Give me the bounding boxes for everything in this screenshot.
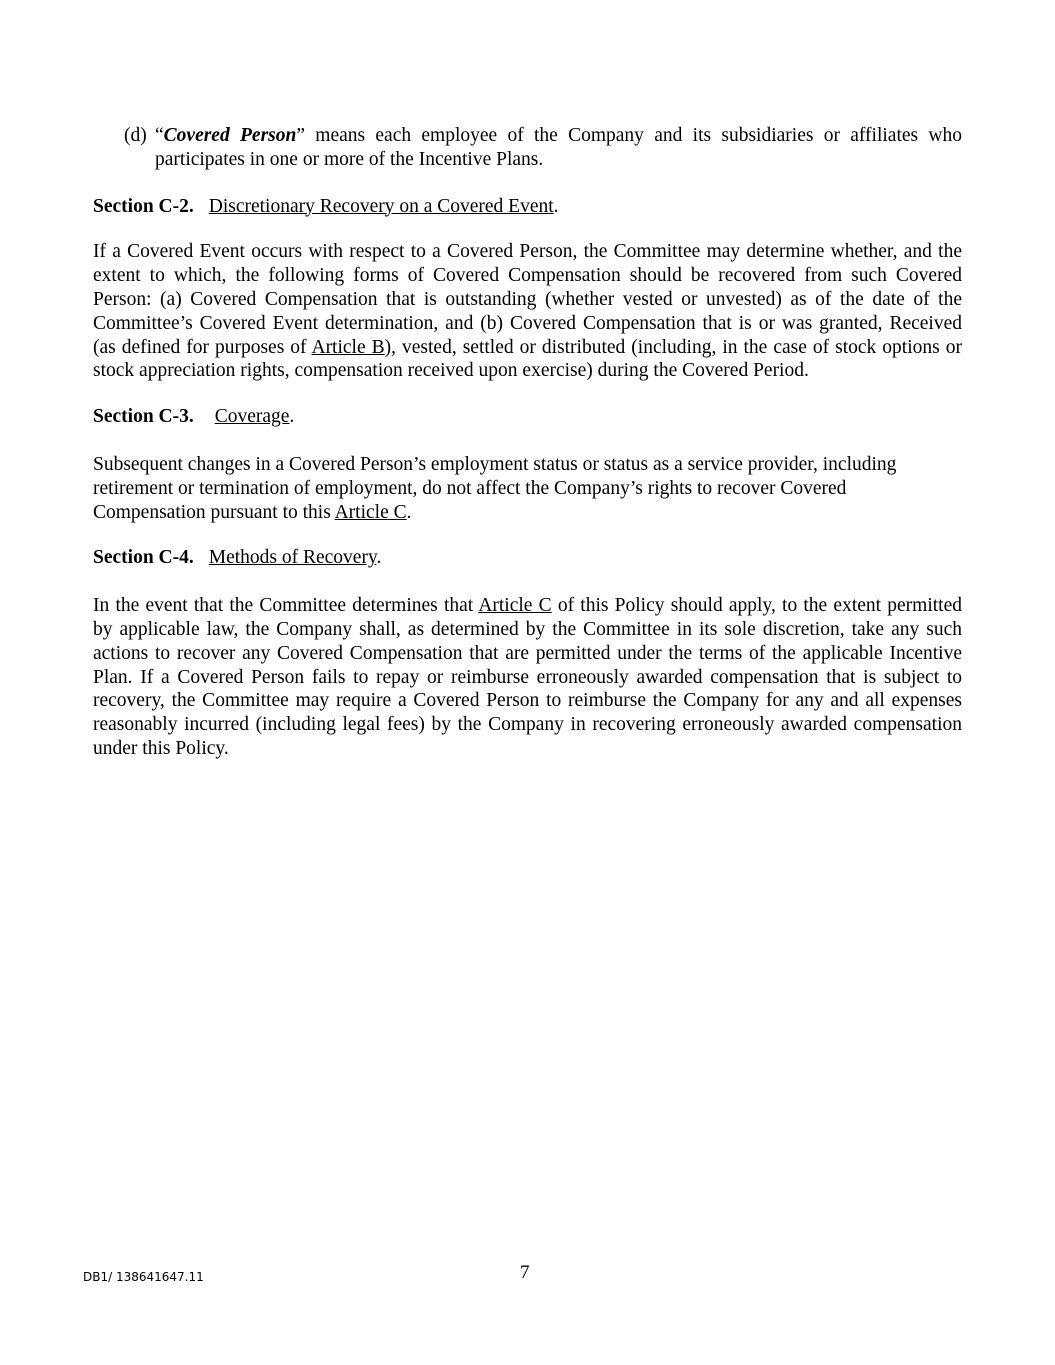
section-c2-body	[93, 240, 962, 383]
section-c2-heading	[93, 195, 962, 219]
body-text: Subsequent changes in a Covered Person’s employment status or status as a service provider, including retirement or termination of employment, do not affect the Company’s rights to recover Covered Compensation pursuant to this	[93, 453, 897, 523]
open-quote: “	[155, 125, 164, 146]
article-c-link[interactable]: Article C	[334, 501, 407, 523]
heading-period: .	[376, 547, 382, 569]
body-text: If a Covered Event occurs with respect to a Covered Person, the Committee may determine whether, and the extent to which, the following forms of Covered Compensation should be recovered from such Covered Person: (a) Covered Compensation that is outstanding (whether vested or unvested) as of the date of the Committee’s Covered Event determination, and (b) Covered Compensation that is or was granted, Received (as defined for purposes of	[93, 241, 962, 358]
section-title: Methods of Recovery	[208, 547, 377, 569]
body-text: .	[406, 501, 412, 523]
document-id: DB1/ 138641647.11	[83, 1270, 204, 1284]
heading-period: .	[289, 406, 295, 428]
section-title: Coverage	[214, 406, 290, 428]
item-label: (d)	[124, 125, 147, 146]
defined-term: Covered Person	[163, 125, 297, 146]
section-c3-body	[93, 453, 962, 524]
close-quote: ”	[296, 125, 305, 146]
definition-item-d	[93, 124, 962, 172]
article-b-link[interactable]: Article B	[311, 336, 385, 358]
article-c-link[interactable]: Article C	[478, 595, 552, 617]
definition-text: means each employee of the Company and its subsidiaries or affiliates who participates in one or more of the Incentive Plans.	[155, 125, 962, 170]
section-c4-heading	[93, 546, 962, 570]
body-text: In the event that the Committee determines that	[93, 595, 479, 617]
section-number: Section C-2.	[93, 195, 194, 217]
section-c3-heading	[93, 405, 962, 429]
section-title: Discretionary Recovery on a Covered Event	[208, 195, 554, 217]
section-c4-body	[93, 594, 962, 761]
section-number: Section C-4.	[93, 547, 194, 569]
heading-period: .	[553, 195, 559, 217]
document-page	[93, 124, 962, 761]
section-number: Section C-3.	[93, 406, 194, 428]
body-text: ), vested, settled or distributed (including, in the case of stock options or stock appreciation rights, compensation received upon exercise) during the Covered Period.	[93, 336, 962, 382]
body-text: of this Policy should apply, to the extent permitted by applicable law, the Company shall, as determined by the Committee in its sole discretion, take any such actions to recover any Covered Compensation that are permitted under the terms of the applicable Incentive Plan. If a Covered Person fails to repay or reimburse erroneously awarded compensation that is subject to recovery, the Committee may require a Covered Person to reimburse the Company for any and all expenses reasonably incurred (including legal fees) by the Company in recovering erroneously awarded compensation under this Policy.	[93, 595, 962, 759]
page-number: 7	[520, 1262, 530, 1283]
